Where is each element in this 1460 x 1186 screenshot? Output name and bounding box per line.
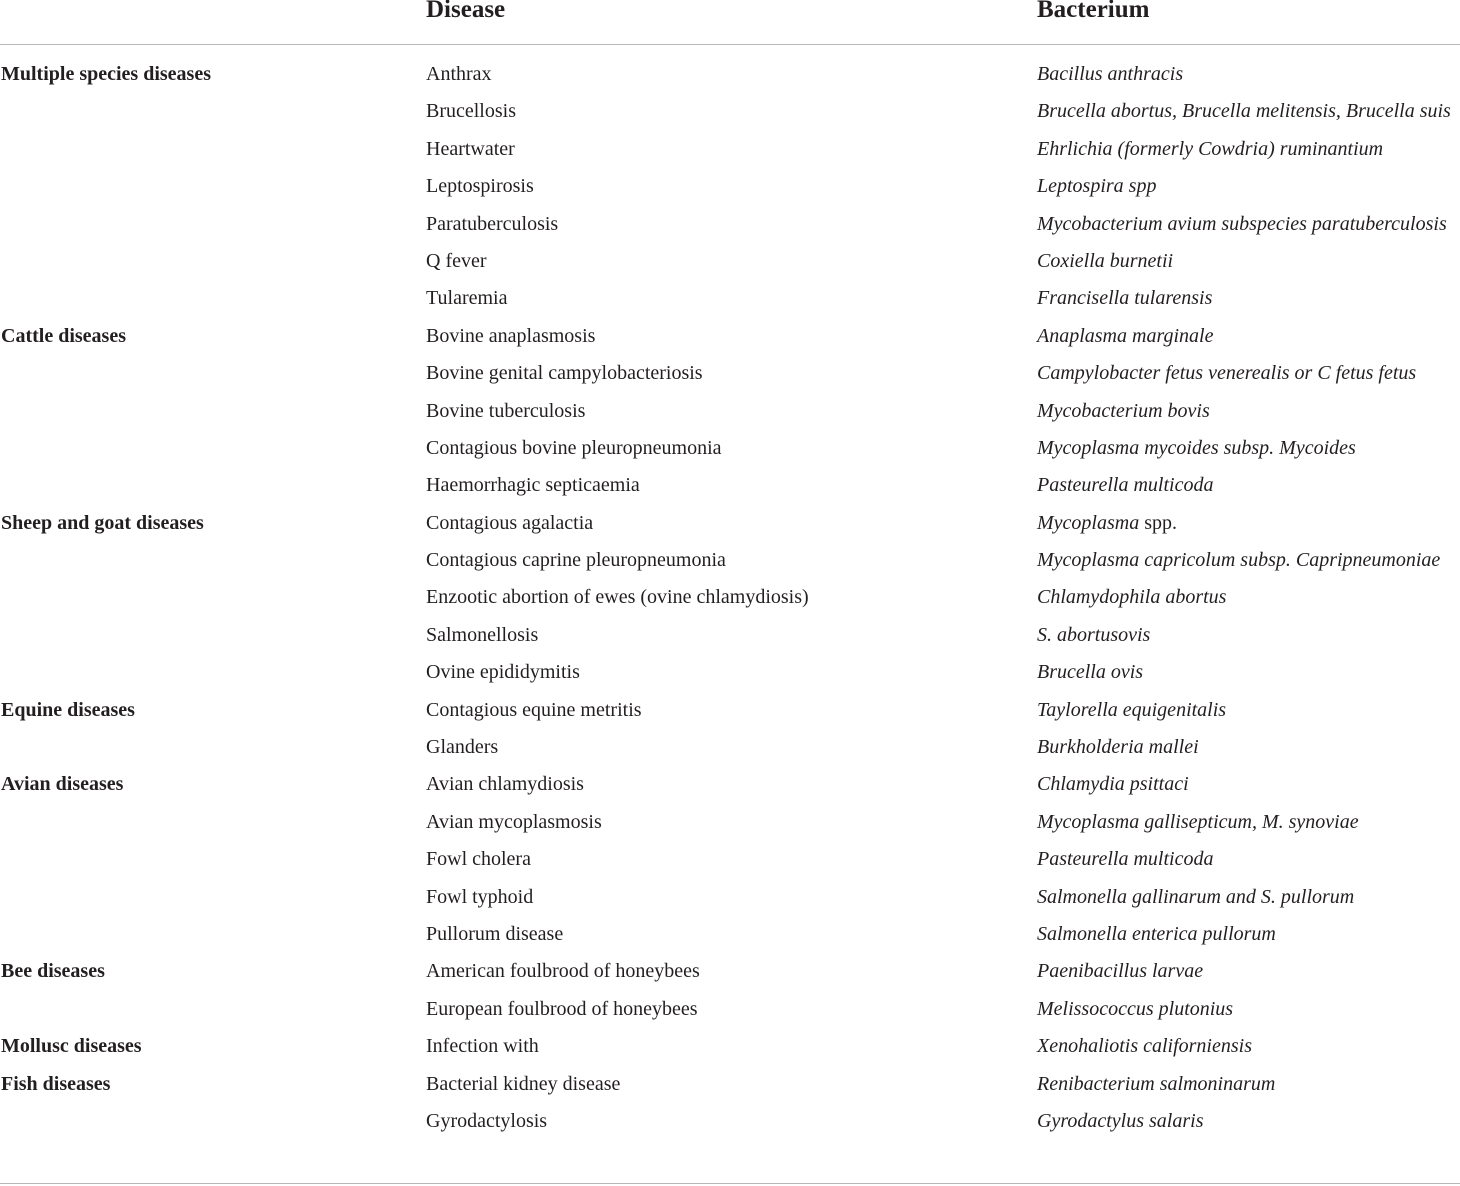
disease-cell: Bovine anaplasmosis xyxy=(426,324,596,347)
bacterium-name: Leptospira spp xyxy=(1037,175,1157,198)
bacterium-cell xyxy=(1037,247,1460,275)
disease-cell: Bovine tuberculosis xyxy=(426,399,586,422)
bacterium-cell xyxy=(1037,397,1460,425)
bacterium-name: Pasteurella multicoda xyxy=(1037,848,1214,871)
bacterium-name: Ehrlichia (formerly Cowdria) ruminantium xyxy=(1037,137,1384,160)
table-row xyxy=(0,509,1460,546)
bacterium-name: Mycoplasma mycoides subsp. Mycoides xyxy=(1037,436,1356,459)
disease-cell: Q fever xyxy=(426,249,487,272)
disease-cell: European foulbrood of honeybees xyxy=(426,997,698,1020)
disease-cell: Leptospirosis xyxy=(426,175,534,198)
bacterium-name: Anaplasma marginale xyxy=(1037,324,1214,347)
disease-cell: Ovine epididymitis xyxy=(426,661,580,684)
category-cell: Avian diseases xyxy=(1,773,124,796)
bacterium-name: Mycobacterium avium subspecies paratuberculosis xyxy=(1037,212,1447,235)
category-cell: Cattle diseases xyxy=(1,324,126,347)
bacterium-name: Burkholderia mallei xyxy=(1037,736,1199,759)
category-cell: Bee diseases xyxy=(1,960,105,983)
table-row xyxy=(0,434,1460,471)
category-cell: Fish diseases xyxy=(1,1072,111,1095)
disease-cell: Heartwater xyxy=(426,137,515,160)
table-row xyxy=(0,808,1460,845)
table-row xyxy=(0,1032,1460,1069)
table-row xyxy=(0,471,1460,508)
bacterium-name: Chlamydophila abortus xyxy=(1037,586,1227,609)
table-row xyxy=(0,733,1460,770)
table-row xyxy=(0,920,1460,957)
bacterium-cell xyxy=(1037,284,1460,312)
disease-cell: Pullorum disease xyxy=(426,922,564,945)
bacterium-cell xyxy=(1037,322,1460,350)
bacterium-name: S. abortusovis xyxy=(1037,623,1151,646)
bacterium-name: Bacillus anthracis xyxy=(1037,63,1184,85)
bacterium-suffix: spp. xyxy=(1139,511,1177,534)
table-row xyxy=(0,135,1460,172)
bacterium-cell xyxy=(1037,60,1460,88)
category-cell: Sheep and goat diseases xyxy=(1,511,204,534)
bacterium-name: Xenohaliotis californiensis xyxy=(1037,1035,1252,1058)
disease-cell: Contagious equine metritis xyxy=(426,698,642,721)
bacterium-cell xyxy=(1037,733,1460,761)
bacterium-name: Salmonella gallinarum and S. pullorum xyxy=(1037,885,1355,908)
bacterium-name: Brucella ovis xyxy=(1037,661,1144,684)
bacterium-cell xyxy=(1037,1032,1460,1060)
disease-cell: Bacterial kidney disease xyxy=(426,1072,621,1095)
bacterium-cell xyxy=(1037,135,1460,163)
bacterium-cell xyxy=(1037,920,1460,948)
bacterium-name: Chlamydia psittaci xyxy=(1037,773,1189,796)
table-row xyxy=(0,546,1460,583)
table-row xyxy=(0,696,1460,733)
table-row xyxy=(0,621,1460,658)
disease-cell: Tularemia xyxy=(426,287,508,310)
table-body xyxy=(0,45,1460,1144)
table-row xyxy=(0,60,1460,97)
category-cell: Multiple species diseases xyxy=(1,63,211,85)
header-bacterium: Bacterium xyxy=(1037,0,1150,23)
bacterium-name: Coxiella burnetii xyxy=(1037,249,1174,272)
bacterium-name: Paenibacillus larvae xyxy=(1037,960,1204,983)
table-row xyxy=(0,172,1460,209)
table-header xyxy=(0,0,1460,45)
bacterium-name: Gyrodactylus salaris xyxy=(1037,1109,1204,1132)
table-row xyxy=(0,397,1460,434)
bacterium-cell xyxy=(1037,434,1460,462)
bacterium-cell xyxy=(1037,1107,1460,1135)
disease-cell: Brucellosis xyxy=(426,100,516,123)
bacterium-cell xyxy=(1037,658,1460,686)
bacterium-cell xyxy=(1037,97,1460,125)
bacterium-cell xyxy=(1037,1070,1460,1098)
bacterium-name: Francisella tularensis xyxy=(1037,287,1213,310)
table-row xyxy=(0,995,1460,1032)
bacterium-name: Mycoplasma capricolum subsp. Capripneumoniae xyxy=(1037,549,1441,572)
bacterium-cell xyxy=(1037,509,1460,537)
disease-cell: Salmonellosis xyxy=(426,623,539,646)
category-cell: Equine diseases xyxy=(1,698,135,721)
bacterium-name: Taylorella equigenitalis xyxy=(1037,698,1227,721)
bacterium-name: Mycobacterium bovis xyxy=(1037,399,1210,422)
table-row xyxy=(0,210,1460,247)
bacterium-name: Campylobacter fetus venerealis or C fetus fetus xyxy=(1037,362,1417,385)
table-row xyxy=(0,284,1460,321)
disease-cell: Haemorrhagic septicaemia xyxy=(426,474,640,497)
bacterium-cell xyxy=(1037,546,1460,574)
bacterium-cell xyxy=(1037,845,1460,873)
table-row xyxy=(0,957,1460,994)
bacterium-name: Mycoplasma xyxy=(1037,511,1140,534)
bacterium-cell xyxy=(1037,770,1460,798)
disease-cell: Gyrodactylosis xyxy=(426,1109,548,1132)
bacterium-name: Salmonella enterica pullorum xyxy=(1037,922,1276,945)
table-row xyxy=(0,1070,1460,1107)
bacterium-cell xyxy=(1037,583,1460,611)
table-row xyxy=(0,247,1460,284)
disease-cell: Glanders xyxy=(426,736,499,759)
disease-cell: Contagious agalactia xyxy=(426,511,594,534)
table-row xyxy=(0,359,1460,396)
bacterium-cell xyxy=(1037,621,1460,649)
header-disease: Disease xyxy=(426,0,506,23)
bacterium-name: Renibacterium salmoninarum xyxy=(1037,1072,1276,1095)
bacterium-cell xyxy=(1037,172,1460,200)
bacterium-cell xyxy=(1037,471,1460,499)
disease-cell: Enzootic abortion of ewes (ovine chlamydiosis) xyxy=(426,586,809,609)
disease-cell: Anthrax xyxy=(426,63,492,85)
bacterium-name: Melissococcus plutonius xyxy=(1037,997,1234,1020)
table-row xyxy=(0,770,1460,807)
bacterium-name: Mycoplasma gallisepticum, M. synoviae xyxy=(1037,810,1359,833)
table-row xyxy=(0,583,1460,620)
bacterium-cell xyxy=(1037,808,1460,836)
disease-cell: Infection with xyxy=(426,1035,539,1058)
disease-cell: American foulbrood of honeybees xyxy=(426,960,700,983)
table-row xyxy=(0,883,1460,920)
disease-cell: Avian chlamydiosis xyxy=(426,773,584,796)
table-row xyxy=(0,658,1460,695)
table-row xyxy=(0,1107,1460,1144)
disease-cell: Contagious caprine pleuropneumonia xyxy=(426,549,726,572)
table-row xyxy=(0,845,1460,882)
disease-cell: Paratuberculosis xyxy=(426,212,559,235)
bacterium-cell xyxy=(1037,883,1460,911)
bacterium-cell xyxy=(1037,957,1460,985)
table-row xyxy=(0,322,1460,359)
disease-cell: Fowl cholera xyxy=(426,848,531,871)
bacterium-cell xyxy=(1037,359,1460,387)
disease-cell: Fowl typhoid xyxy=(426,885,534,908)
category-cell: Mollusc diseases xyxy=(1,1035,142,1058)
disease-cell: Avian mycoplasmosis xyxy=(426,810,602,833)
disease-cell: Contagious bovine pleuropneumonia xyxy=(426,436,722,459)
disease-cell: Bovine genital campylobacteriosis xyxy=(426,362,703,385)
bacterium-name: Pasteurella multicoda xyxy=(1037,474,1214,497)
table-row xyxy=(0,97,1460,134)
bacterium-cell xyxy=(1037,995,1460,1023)
bacterium-name: Brucella abortus, Brucella melitensis, Brucella suis xyxy=(1037,100,1451,123)
bacterium-cell xyxy=(1037,210,1460,238)
bottom-rule xyxy=(0,1183,1460,1184)
bacterium-cell xyxy=(1037,696,1460,724)
